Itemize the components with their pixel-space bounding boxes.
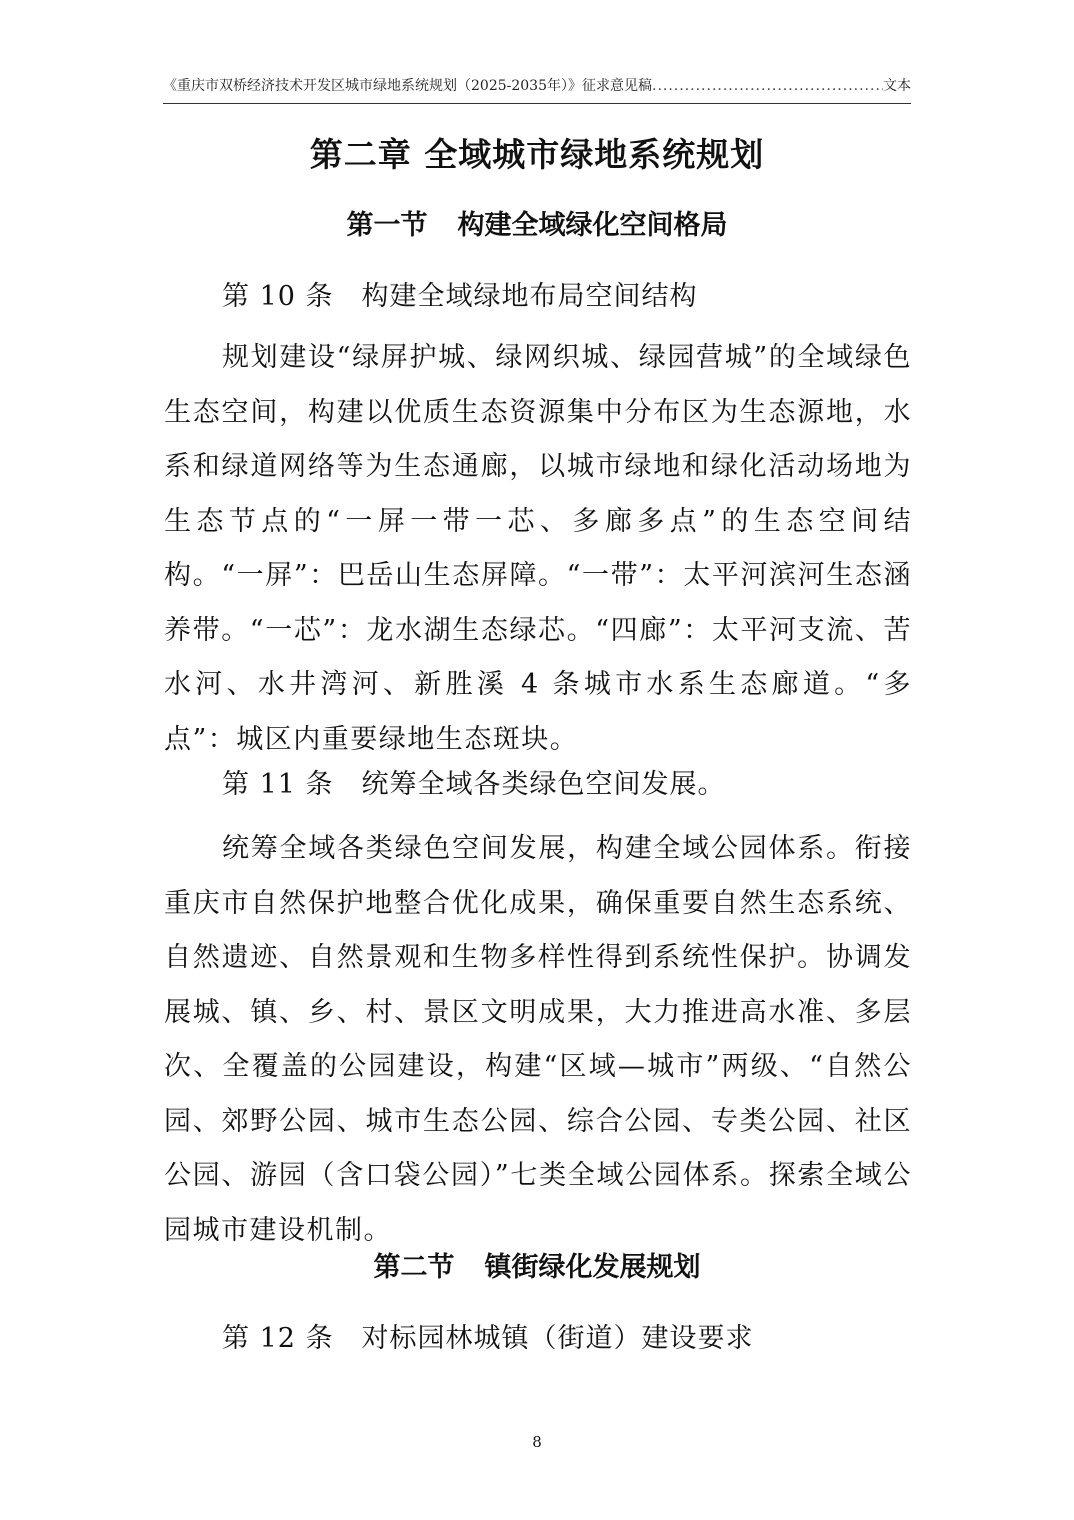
- section-title: 镇街绿化发展规划: [484, 1252, 701, 1283]
- chapter-title: 第二章 全域城市绿地系统规划: [309, 135, 765, 174]
- article-heading-11: [222, 767, 726, 803]
- header-leader-dots: [652, 76, 883, 96]
- article-title: 对标园林城镇（街道）建设要求: [361, 1323, 754, 1354]
- article-10-body: 规划建设“绿屏护城、绿网织城、绿园营城”的全域绿色生态空间，构建以优质生态资源集中分布区为生态源地，水系和绿道网络等为生态通廊，以城市绿地和绿化活动场地为生态节点的“一屏一带一芯、多廊多点”的生态空间结构。“一屏”：巴岳山生态屏障。“一带”：太平河滨河生态涵养带。“一芯”：龙水湖生态绿芯。“四廊”：太平河支流、苦水河、水井湾河、新胜溪 4 条城市水系生态廊道。“多点”：城区内重要绿地生态斑块。: [164, 342, 912, 755]
- header-rule: [163, 103, 911, 104]
- page-number: 8: [532, 1433, 542, 1451]
- header-title: 《重庆市双桥经济技术开发区城市绿地系统规划（2025-2035年）》征求意见稿: [163, 78, 652, 94]
- section-heading-1: [0, 208, 1074, 244]
- article-number: 第 12 条: [222, 1323, 334, 1354]
- section-number: 第二节: [373, 1252, 455, 1283]
- section-title: 构建全域绿化空间格局: [457, 210, 728, 241]
- article-number: 第 11 条: [222, 769, 334, 800]
- article-number: 第 10 条: [222, 281, 334, 312]
- section-heading-2: [0, 1250, 1074, 1286]
- article-heading-10: [222, 279, 698, 315]
- article-title: 构建全域绿地布局空间结构: [361, 281, 698, 312]
- header-suffix: 文本: [883, 78, 911, 94]
- article-title: 统筹全域各类绿色空间发展。: [361, 769, 726, 800]
- article-11-body: 统筹全域各类绿色空间发展，构建全域公园体系。衔接重庆市自然保护地整合优化成果，确保重要自然生态系统、自然遗迹、自然景观和生物多样性得到系统性保护。协调发展城、镇、乡、村、景区文明成果，大力推进高水准、多层次、全覆盖的公园建设，构建“区域—城市”两级、“自然公园、郊野公园、城市生态公园、综合公园、专类公园、社区公园、游园（含口袋公园）”七类全域公园体系。探索全域公园城市建设机制。: [164, 833, 912, 1246]
- running-header: [163, 76, 911, 96]
- section-number: 第一节: [346, 210, 428, 241]
- article-heading-12: [222, 1321, 754, 1357]
